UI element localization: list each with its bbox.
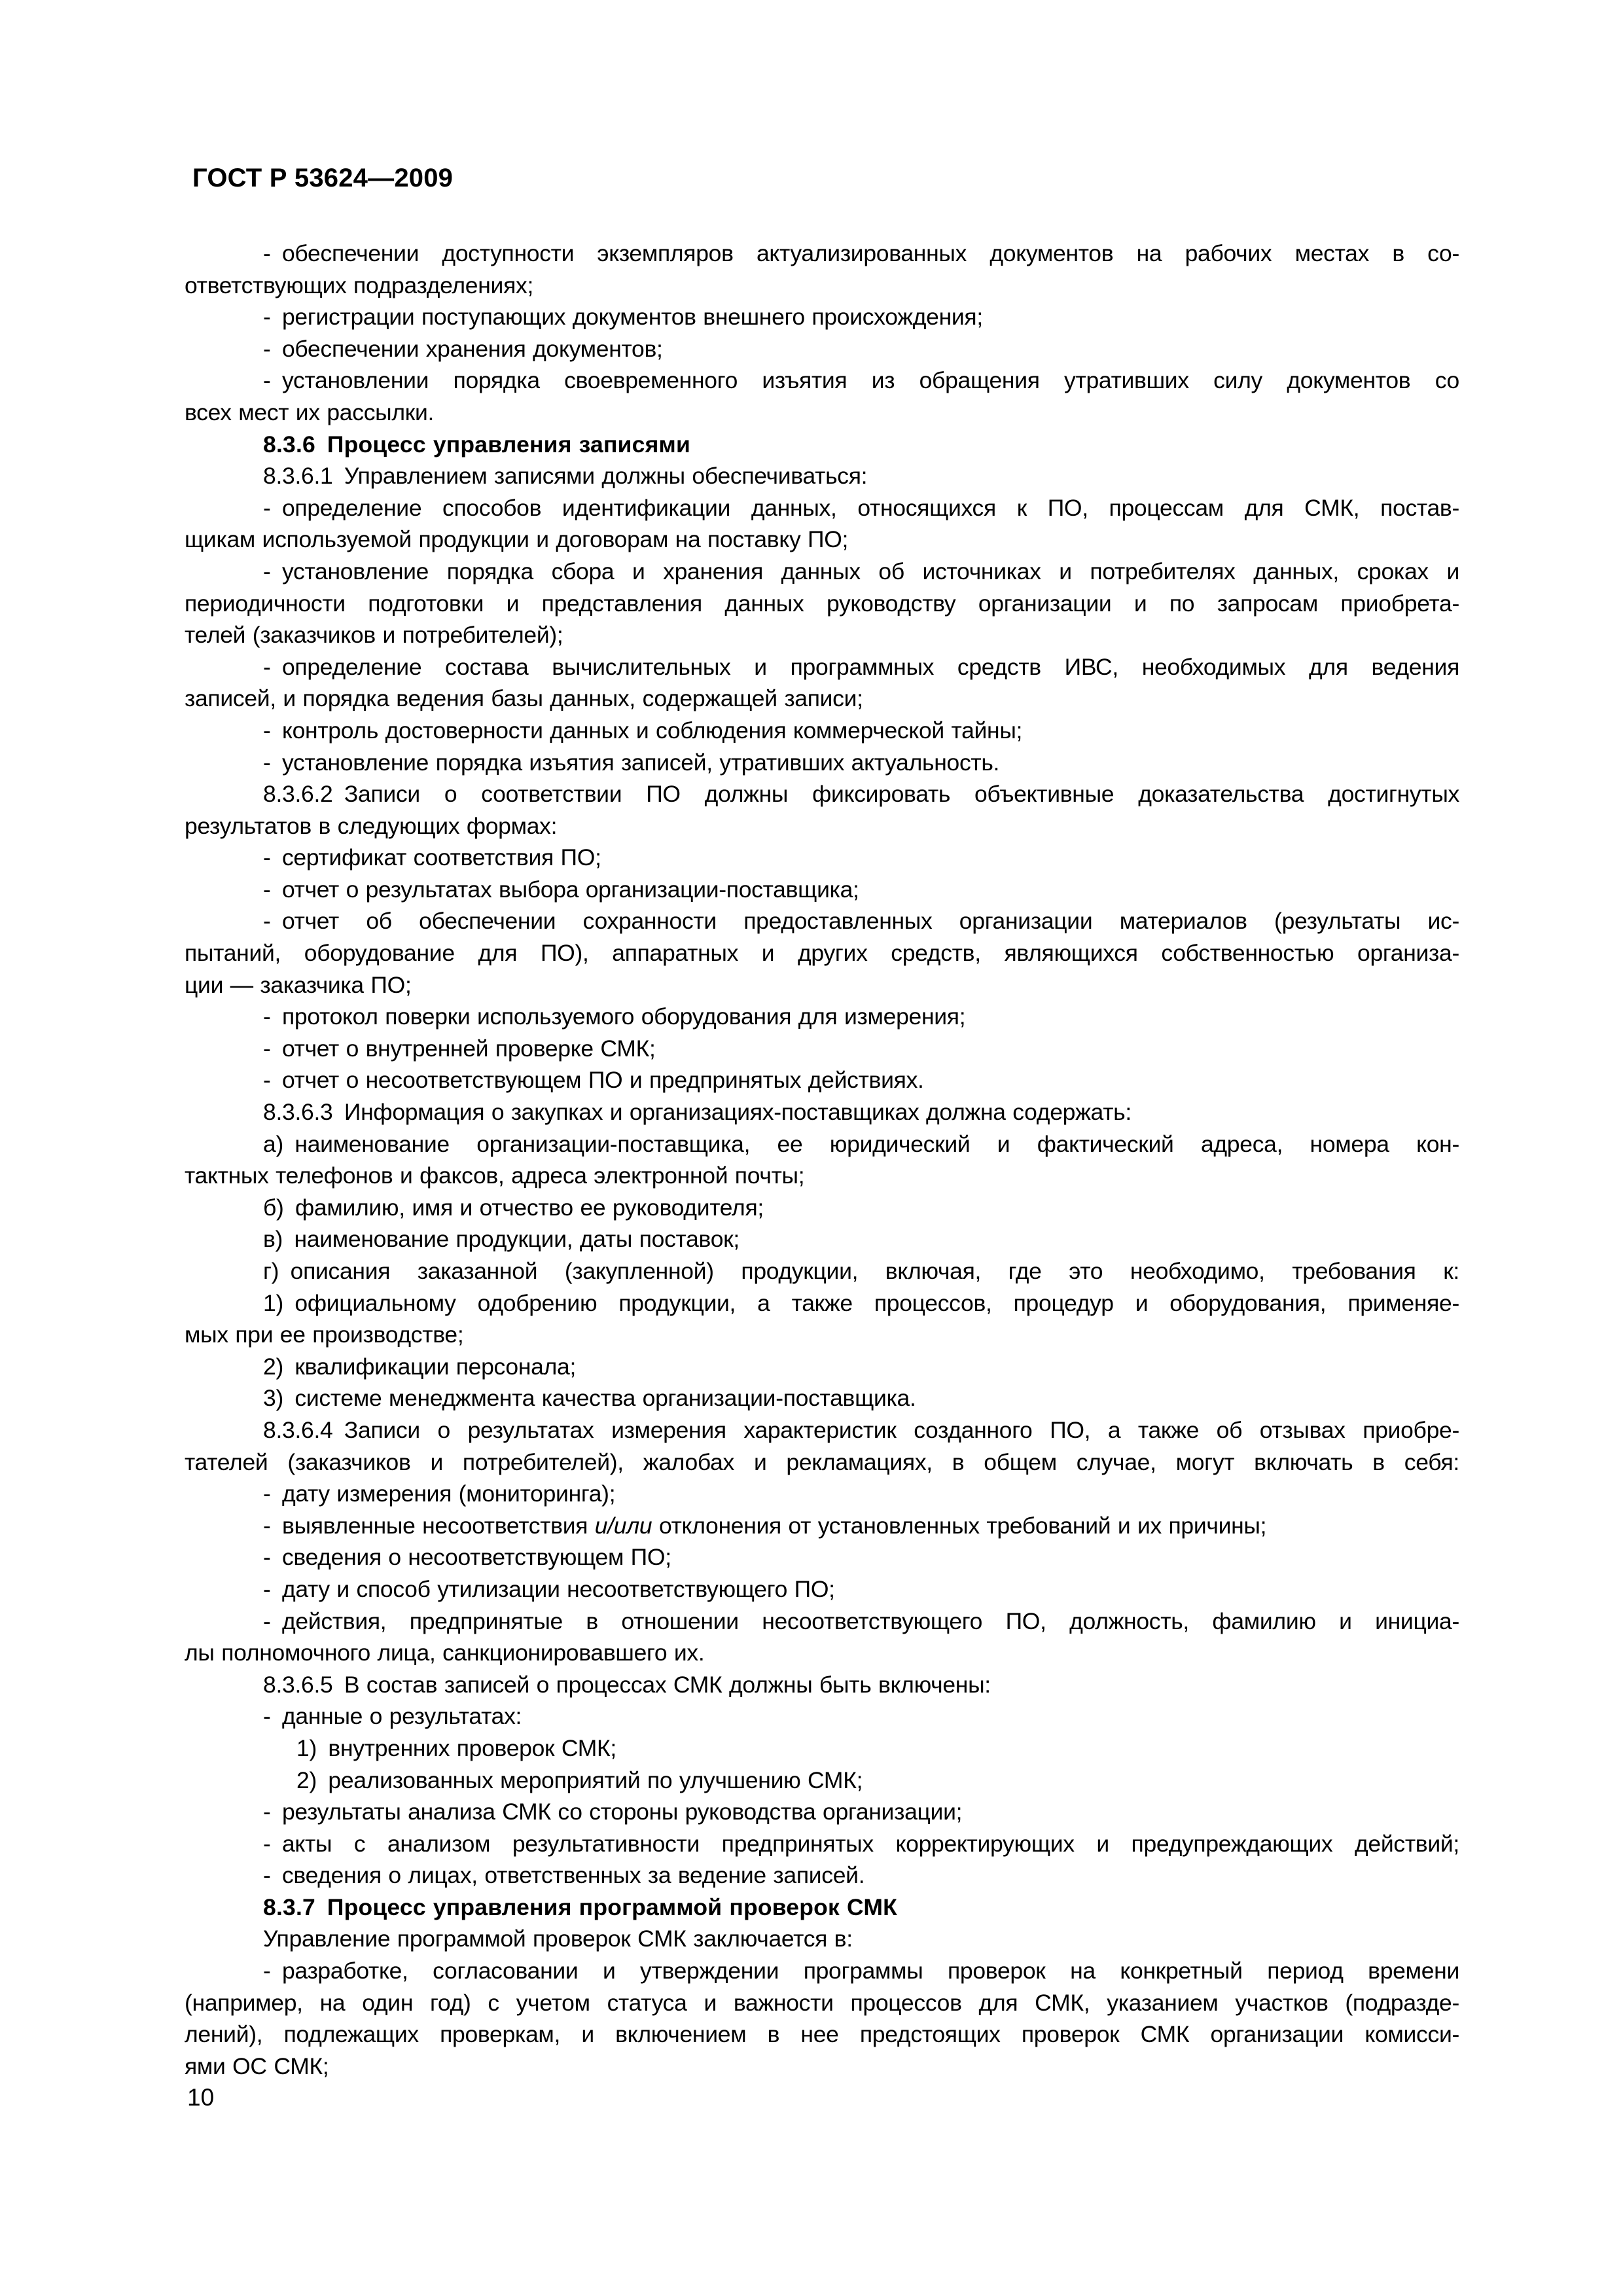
text-line: - дату измерения (мониторинга); — [263, 1480, 616, 1507]
text-line: 1) внутренних проверок СМК; — [296, 1734, 616, 1761]
text-body — [185, 238, 1459, 2082]
text-line: - обеспечении доступности экземпляров актуализированных документов на рабочих местах в со- — [263, 240, 1459, 266]
text-line: всех мест их рассылки. — [185, 399, 435, 425]
text-line: записей, и порядка ведения базы данных, содержащей записи; — [185, 685, 863, 712]
text-line: ции — заказчика ПО; — [185, 971, 412, 998]
text-line: 8.3.6 Процесс управления записями — [263, 431, 691, 457]
text-line: 8.3.6.3 Информация о закупках и организациях-поставщиках должна содержать: — [263, 1099, 1132, 1126]
text-line: (например, на один год) с учетом статуса и важности процессов для СМК, указанием участков (подразде- — [185, 1989, 1459, 2016]
text-line: тактных телефонов и факсов, адреса электронной почты; — [185, 1162, 805, 1189]
text-line: телей (заказчиков и потребителей); — [185, 622, 563, 649]
text-line: - сведения о лицах, ответственных за ведение записей. — [263, 1862, 865, 1889]
text-line: ответствующих подразделениях; — [185, 272, 534, 298]
text-line: лы полномочного лица, санкционировавшего их. — [185, 1640, 705, 1666]
document-header: ГОСТ Р 53624—2009 — [192, 164, 454, 192]
text-line: а) наименование организации-поставщика, ее юридический и фактический адреса, номера кон- — [263, 1130, 1459, 1157]
text-line: Управление программой проверок СМК заключается в: — [263, 1926, 853, 1952]
text-line: мых при ее производстве; — [185, 1321, 464, 1348]
text-line: 8.3.6.4 Записи о результатах измерения характеристик созданного ПО, а также об отзывах приобре- — [263, 1416, 1459, 1443]
text-line: 2) квалификации персонала; — [263, 1353, 577, 1380]
text-line: 2) реализованных мероприятий по улучшению СМК; — [296, 1767, 863, 1793]
text-line: 8.3.7 Процесс управления программой проверок СМК — [263, 1893, 898, 1920]
text-line: 1) официальному одобрению продукции, а также процессов, процедур и оборудования, применяе- — [263, 1289, 1459, 1316]
text-line: - действия, предпринятые в отношении несоответствующего ПО, должность, фамилию и инициа- — [263, 1607, 1459, 1634]
text-line: - определение состава вычислительных и программных средств ИВС, необходимых для ведения — [263, 653, 1459, 680]
text-line: лений), подлежащих проверкам, и включением в нее предстоящих проверок СМК организации комисси- — [185, 2021, 1459, 2048]
text-line: - сведения о несоответствующем ПО; — [263, 1544, 671, 1571]
text-line: б) фамилию, имя и отчество ее руководителя; — [263, 1194, 764, 1221]
text-line: - определение способов идентификации данных, относящихся к ПО, процессам для СМК, постав- — [263, 494, 1459, 521]
text-line: 3) системе менеджмента качества организации-поставщика. — [263, 1385, 916, 1412]
text-line: - отчет о внутренней проверке СМК; — [263, 1035, 656, 1062]
text-line: - результаты анализа СМК со стороны руководства организации; — [263, 1799, 963, 1825]
text-line: - отчет об обеспечении сохранности предоставленных организации материалов (результаты ис- — [263, 908, 1459, 935]
text-line: - дату и способ утилизации несоответствующего ПО; — [263, 1575, 835, 1602]
text-line: - отчет о результатах выбора организации-поставщика; — [263, 876, 859, 903]
text-line: - обеспечении хранения документов; — [263, 335, 663, 362]
text-line: тателей (заказчиков и потребителей), жалобах и рекламациях, в общем случае, могут включать в себя: — [185, 1448, 1459, 1475]
text-line: - протокол поверки используемого оборудования для измерения; — [263, 1003, 966, 1030]
text-line: - установлении порядка своевременного изъятия из обращения утративших силу документов со — [263, 367, 1459, 394]
text-line: - отчет о несоответствующем ПО и предпринятых действиях. — [263, 1067, 924, 1094]
text-line: периодичности подготовки и представления данных руководству организации и по запросам приобрета- — [185, 590, 1459, 617]
text-line: г) описания заказанной (закупленной) продукции, включая, где это необходимо, требования к: — [263, 1258, 1459, 1284]
text-line: в) наименование продукции, даты поставок; — [263, 1226, 740, 1253]
text-line: 8.3.6.2 Записи о соответствии ПО должны фиксировать объективные доказательства достигнутых — [263, 781, 1459, 808]
text-line: - сертификат соответствия ПО; — [263, 844, 601, 871]
text-line: ями ОС СМК; — [185, 2053, 329, 2079]
text-line: - регистрации поступающих документов внешнего происхождения; — [263, 304, 983, 331]
text-line: 8.3.6.1 Управлением записями должны обеспечиваться: — [263, 463, 868, 490]
text-line: - контроль достоверности данных и соблюдения коммерческой тайны; — [263, 717, 1023, 744]
text-line: щикам используемой продукции и договорам на поставку ПО; — [185, 526, 849, 553]
text-line: - установление порядка изъятия записей, утративших актуальность. — [263, 749, 1000, 776]
text-line: 8.3.6.5 В состав записей о процессах СМК должны быть включены: — [263, 1671, 991, 1698]
text-line: пытаний, оборудование для ПО), аппаратных и других средств, являющихся собственностью организа- — [185, 940, 1459, 967]
text-line: - выявленные несоответствия и/или отклонения от установленных требований и их причины; — [263, 1512, 1267, 1539]
text-line: - установление порядка сбора и хранения данных об источниках и потребителях данных, сроках и — [263, 558, 1459, 584]
text-line: результатов в следующих формах: — [185, 812, 558, 839]
text-line: - данные о результатах: — [263, 1703, 522, 1730]
page-number: 10 — [187, 2084, 215, 2111]
text-line: - акты с анализом результативности предпринятых корректирующих и предупреждающих действий; — [263, 1830, 1459, 1857]
text-line: - разработке, согласовании и утверждении программы проверок на конкретный период времени — [263, 1958, 1459, 1984]
